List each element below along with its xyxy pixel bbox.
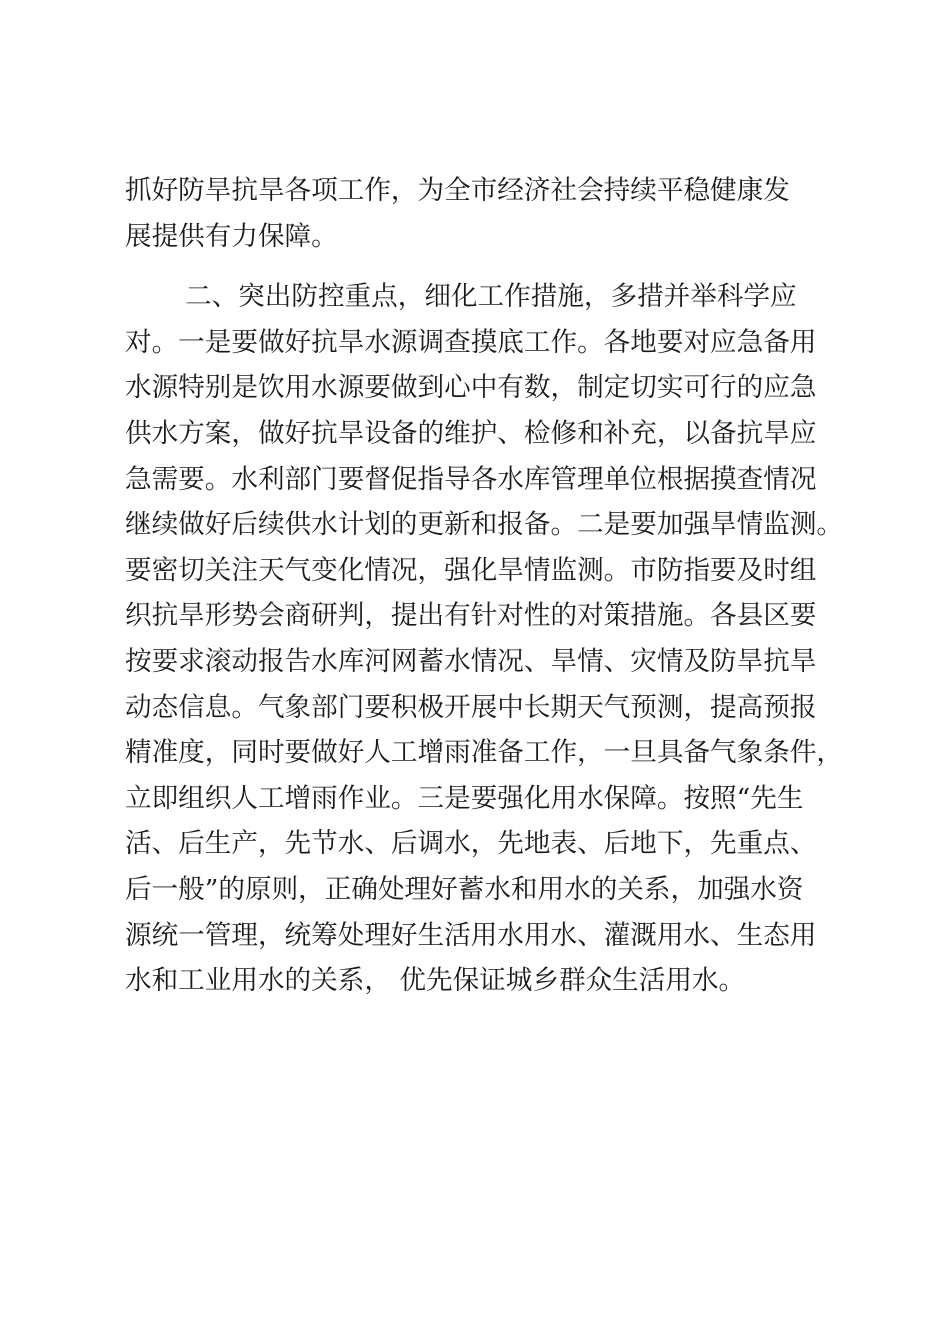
text-line: 精准度，同时要做好人工增雨准备工作，一旦具备气象条件，: [125, 737, 844, 769]
text-line: 对。一是要做好抗旱水源调查摸底工作。各地要对应急备用: [125, 326, 817, 358]
text-line: 织抗旱形势会商研判，提出有针对性的对策措施。各县区要: [125, 600, 817, 632]
document-body: [125, 168, 860, 1004]
text-line: 抓好防旱抗旱各项工作，为全市经济社会持续平稳健康发: [125, 175, 790, 206]
paragraph-2: [125, 274, 860, 1004]
text-line: 供水方案，做好抗旱设备的维护、检修和补充，以备抗旱应: [125, 417, 817, 449]
text-line: 按要求滚动报告水库河网蓄水情况、旱情、灾情及防旱抗旱: [125, 645, 817, 677]
text-line: 水和工业用水的关系， 优先保证城乡群众生活用水。: [125, 965, 746, 997]
text-line: 急需要。水利部门要督促指导各水库管理单位根据摸查情况: [125, 463, 817, 495]
text-line: 活、后生产，先节水、后调水，先地表、后地下，先重点、: [125, 828, 817, 860]
text-line: 继续做好后续供水计划的更新和报备。二是要加强旱情监测。: [125, 509, 844, 541]
paragraph-1: [125, 168, 860, 259]
text-line: 要密切关注天气变化情况，强化旱情监测。市防指要及时组: [125, 554, 817, 586]
text-line: 水源特别是饮用水源要做到心中有数，制定切实可行的应急: [125, 372, 817, 404]
text-line: 展提供有力保障。: [125, 220, 338, 252]
text-line: 后一般”的原则，正确处理好蓄水和用水的关系，加强水资: [125, 873, 804, 905]
text-line: 立即组织人工增雨作业。三是要强化用水保障。按照“先生: [125, 782, 804, 814]
paragraph-spacer: [125, 259, 860, 274]
text-line: 动态信息。气象部门要积极开展中长期天气预测，提高预报: [125, 691, 817, 723]
text-line: 二、突出防控重点，细化工作措施，多措并举科学应: [185, 281, 797, 313]
text-line: 源统一管理，统筹处理好生活用水用水、灌溉用水、生态用: [125, 919, 817, 951]
